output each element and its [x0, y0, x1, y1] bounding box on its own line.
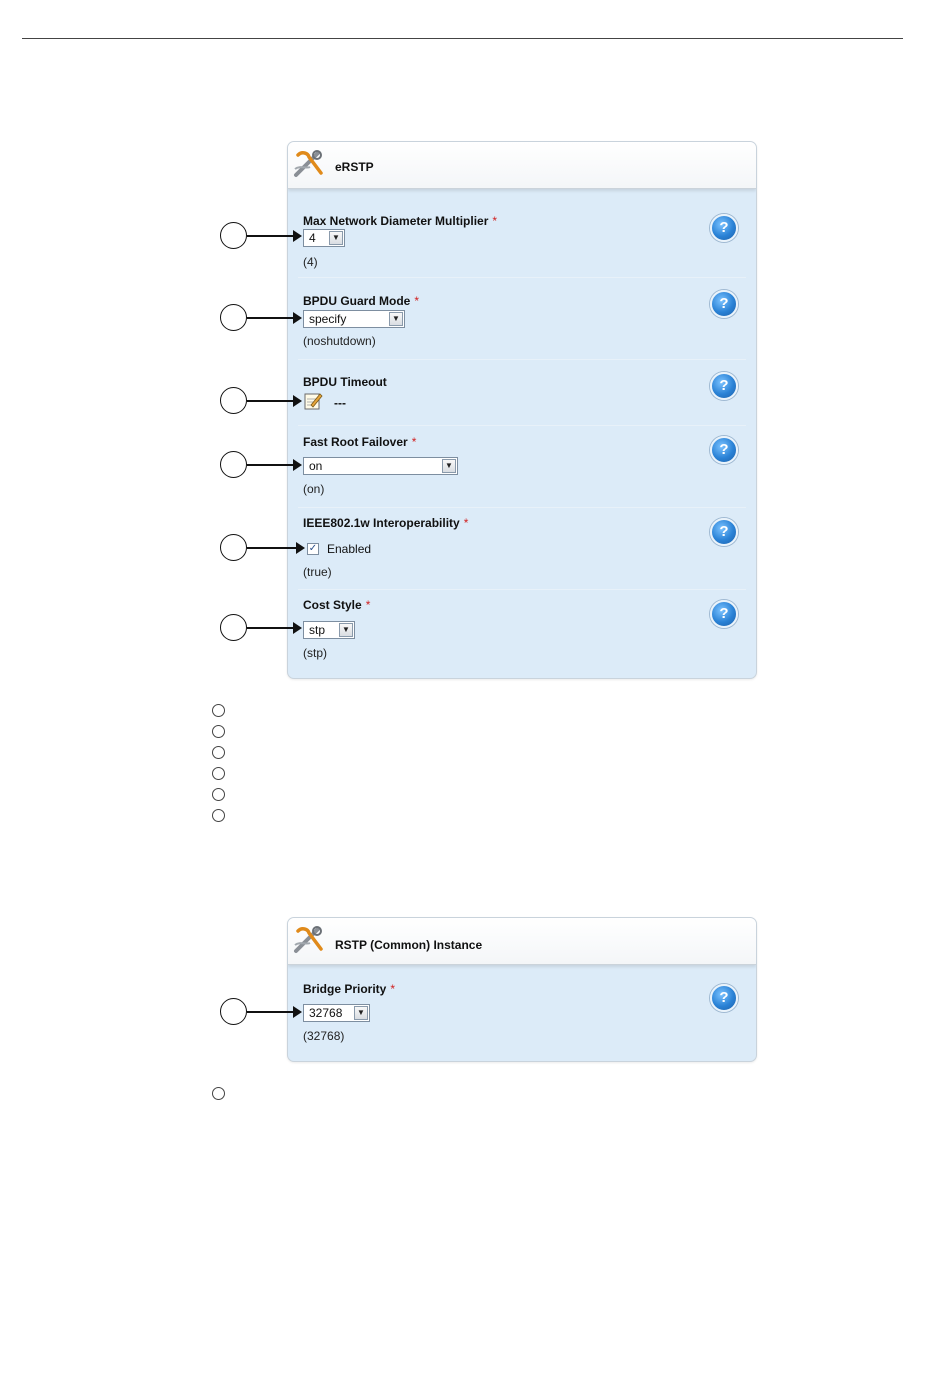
help-icon[interactable]: ?: [710, 436, 738, 464]
legend-bullet: [212, 788, 225, 801]
callout-arrow: [247, 1011, 300, 1013]
bpdu-guard-mode-field: [298, 278, 746, 360]
max-network-diameter-field: [298, 199, 746, 278]
fast-root-failover-select[interactable]: on ▼: [303, 457, 458, 475]
header-rule: [22, 38, 903, 39]
legend-bullet: [212, 1087, 225, 1100]
callout-circle: [220, 451, 247, 478]
chevron-down-icon[interactable]: ▼: [339, 623, 353, 637]
required-asterisk: *: [463, 516, 469, 530]
callout-circle: [220, 534, 247, 561]
ieee-interoperability-label: IEEE802.1w Interoperability: [303, 516, 460, 530]
bpdu-timeout-field: [298, 360, 746, 426]
legend-bullet: [212, 809, 225, 822]
callout-circle: [220, 304, 247, 331]
max-network-diameter-default: (4): [303, 255, 318, 269]
callout-arrow: [247, 235, 300, 237]
ieee-interoperability-field: [298, 508, 746, 590]
bridge-priority-select[interactable]: 32768 ▼: [303, 1004, 370, 1022]
rstp-panel-title: RSTP (Common) Instance: [335, 938, 483, 952]
callout-circle: [220, 998, 247, 1025]
bridge-priority-label: Bridge Priority: [303, 982, 387, 996]
max-network-diameter-label: Max Network Diameter Multiplier: [303, 214, 489, 228]
callout-arrow: [247, 464, 300, 466]
help-icon[interactable]: ?: [710, 518, 738, 546]
erstp-panel-title: eRSTP: [335, 160, 374, 174]
max-network-diameter-select[interactable]: 4 ▼: [303, 229, 345, 247]
edit-icon[interactable]: [303, 391, 323, 411]
bridge-priority-default: (32768): [303, 1029, 345, 1043]
callout-arrow: [247, 627, 300, 629]
legend-bullet: [212, 725, 225, 738]
fast-root-failover-label: Fast Root Failover: [303, 435, 408, 449]
chevron-down-icon[interactable]: ▼: [354, 1006, 368, 1020]
ieee-interoperability-default: (true): [303, 565, 332, 579]
required-asterisk: *: [390, 982, 396, 996]
tools-icon: [292, 147, 326, 181]
callout-arrow: [247, 547, 303, 549]
bpdu-guard-mode-label: BPDU Guard Mode: [303, 294, 411, 308]
cost-style-select[interactable]: stp ▼: [303, 621, 355, 639]
callout-arrow: [247, 400, 300, 402]
required-asterisk: *: [365, 598, 371, 612]
legend-bullet: [212, 704, 225, 717]
fast-root-failover-field: [298, 426, 746, 508]
bpdu-guard-mode-default: (noshutdown): [303, 334, 376, 348]
legend-bullet: [212, 767, 225, 780]
callout-circle: [220, 387, 247, 414]
required-asterisk: *: [411, 435, 417, 449]
bpdu-timeout-value: ---: [334, 396, 346, 410]
legend-bullet: [212, 746, 225, 759]
bpdu-guard-mode-select[interactable]: specify ▼: [303, 310, 405, 328]
cost-style-field: [298, 590, 746, 675]
help-icon[interactable]: ?: [710, 600, 738, 628]
bpdu-timeout-label: BPDU Timeout: [303, 375, 387, 389]
erstp-panel-header: [288, 142, 756, 189]
tools-icon: [292, 923, 326, 957]
callout-circle: [220, 222, 247, 249]
chevron-down-icon[interactable]: ▼: [442, 459, 456, 473]
fast-root-failover-default: (on): [303, 482, 325, 496]
enabled-checkbox-label: Enabled: [327, 542, 372, 556]
erstp-panel: [287, 141, 757, 679]
rstp-panel-header: [288, 918, 756, 965]
help-icon[interactable]: ?: [710, 290, 738, 318]
cost-style-default: (stp): [303, 646, 327, 660]
help-icon[interactable]: ?: [710, 984, 738, 1012]
required-asterisk: *: [414, 294, 420, 308]
rstp-panel: [287, 917, 757, 1062]
cost-style-label: Cost Style: [303, 598, 362, 612]
required-asterisk: *: [492, 214, 498, 228]
callout-arrow: [247, 317, 300, 319]
enabled-checkbox[interactable]: ✓: [308, 543, 318, 554]
chevron-down-icon[interactable]: ▼: [329, 231, 343, 245]
help-icon[interactable]: ?: [710, 214, 738, 242]
callout-circle: [220, 614, 247, 641]
chevron-down-icon[interactable]: ▼: [389, 312, 403, 326]
bridge-priority-field: [298, 974, 746, 1058]
help-icon[interactable]: ?: [710, 372, 738, 400]
